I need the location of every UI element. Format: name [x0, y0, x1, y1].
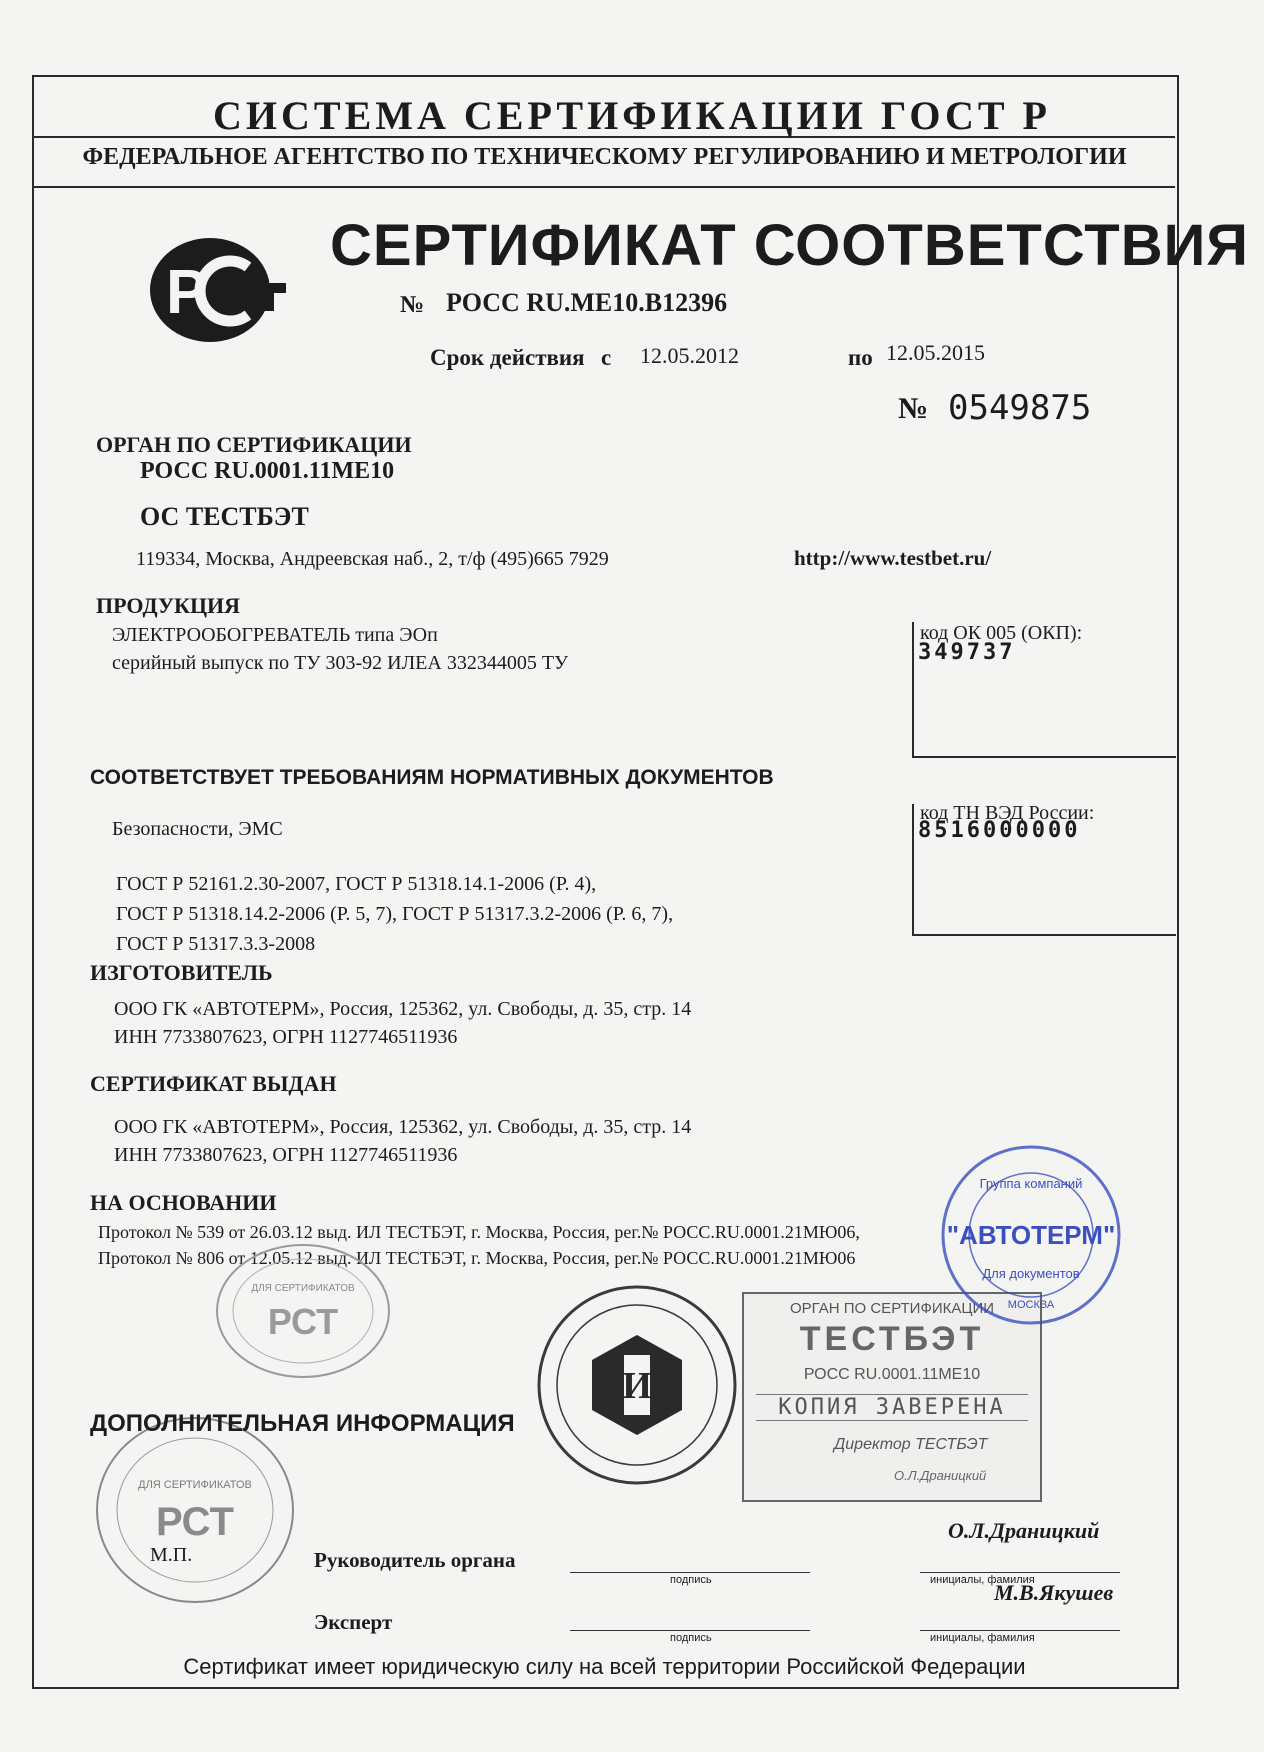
validity-to-label: по	[848, 345, 873, 370]
blank-number: 0549875	[948, 388, 1092, 428]
expert-label: Эксперт	[314, 1610, 393, 1634]
conformity-standards-3: ГОСТ Р 51317.3.3-2008	[116, 933, 316, 955]
organ-website: http://www.testbet.ru/	[794, 546, 992, 570]
stamp-text: ОРГАН ПО СЕРТИФИКАЦИИ	[789, 1300, 995, 1317]
expert-signature-line	[570, 1630, 810, 1631]
validity-label: Срок действия	[430, 345, 585, 370]
conformity-standards-2: ГОСТ Р 51318.14.2-2006 (Р. 5, 7), ГОСТ Р 51317.3.2-2006 (Р. 6, 7),	[116, 903, 674, 925]
avtoterm-round-stamp-icon	[936, 1140, 1126, 1330]
agency-name: ФЕДЕРАЛЬНОЕ АГЕНТСТВО ПО ТЕХНИЧЕСКОМУ РЕГУЛИРОВАНИЮ И МЕТРОЛОГИИ	[82, 144, 1127, 170]
number-label: №	[400, 292, 425, 318]
footer-legal-note: Сертификат имеет юридическую силу на всей территории Российской Федерации	[183, 1654, 1026, 1679]
stamp-text: РСТ	[267, 1301, 339, 1342]
certificate-number: РОСС RU.МЕ10.В12396	[446, 288, 728, 317]
okp-code: 349737	[918, 640, 1016, 665]
basis-protocol-1: Протокол № 539 от 26.03.12 выд. ИЛ ТЕСТБЭТ, г. Москва, Россия, рег.№ РОСС.RU.0001.21МЮ06,	[98, 1222, 860, 1242]
pct-logo-icon	[148, 235, 288, 345]
organ-address: 119334, Москва, Андреевская наб., 2, т/ф (495)665 7929	[136, 548, 609, 570]
conformity-standards-1: ГОСТ Р 52161.2.30-2007, ГОСТ Р 51318.14.1-2006 (Р. 4),	[116, 873, 597, 895]
issued-to-heading: СЕРТИФИКАТ ВЫДАН	[90, 1071, 337, 1096]
institute-round-stamp-icon	[532, 1280, 742, 1490]
head-signature-line	[570, 1572, 810, 1573]
stamp-text: Для документов	[982, 1266, 1080, 1281]
issued-to-line-1: ООО ГК «АВТОТЕРМ», Россия, 125362, ул. Свободы, д. 35, стр. 14	[114, 1116, 692, 1138]
system-title: СИСТЕМА СЕРТИФИКАЦИИ ГОСТ Р	[213, 93, 1051, 138]
stamp-text: МОСКВА	[1007, 1299, 1055, 1311]
head-name: О.Л.Драницкий	[948, 1518, 1100, 1543]
organ-code: РОСС RU.0001.11МЕ10	[140, 458, 395, 484]
valid-to-date: 12.05.2015	[886, 340, 985, 365]
product-heading: ПРОДУКЦИЯ	[96, 593, 241, 618]
svg-text:И: И	[622, 1365, 652, 1407]
conformity-scope: Безопасности, ЭМС	[112, 818, 283, 840]
initials-caption: инициалы, фамилия	[930, 1574, 1035, 1586]
stamp-text: ДЛЯ СЕРТИФИКАТОВ	[251, 1283, 355, 1294]
conformity-heading: СООТВЕТСТВУЕТ ТРЕБОВАНИЯМ НОРМАТИВНЫХ ДОКУМЕНТОВ	[90, 766, 774, 789]
stamp-text: "АВТОТЕРМ"	[946, 1220, 1116, 1250]
manufacturer-heading: ИЗГОТОВИТЕЛЬ	[90, 960, 273, 985]
initials-caption: инициалы, фамилия	[930, 1632, 1035, 1644]
signature-caption: подпись	[670, 1632, 712, 1644]
manufacturer-line-2: ИНН 7733807623, ОГРН 1127746511936	[114, 1026, 458, 1048]
head-of-organ-label: Руководитель органа	[314, 1548, 516, 1572]
svg-text:Р: Р	[166, 258, 208, 327]
expert-name-line	[920, 1630, 1120, 1631]
product-line-2: серийный выпуск по ТУ 303-92 ИЛЕА 332344005 ТУ	[112, 652, 569, 674]
stamp-text: ТЕСТБЭТ	[799, 1320, 985, 1358]
product-line-1: ЭЛЕКТРООБОГРЕВАТЕЛЬ типа ЭОп	[112, 624, 438, 646]
signature-caption: подпись	[670, 1574, 712, 1586]
basis-protocol-2: Протокол № 806 от 12.05.12 выд. ИЛ ТЕСТБЭТ, г. Москва, Россия, рег.№ РОСС.RU.0001.21МЮ06	[98, 1248, 856, 1268]
issued-to-line-2: ИНН 7733807623, ОГРН 1127746511936	[114, 1144, 458, 1166]
tnved-code: 8516000000	[918, 818, 1081, 843]
header-divider	[34, 186, 1175, 188]
organ-name: ОС ТЕСТБЭТ	[140, 502, 309, 531]
pct-round-stamp-icon	[208, 1236, 398, 1386]
stamp-text: Группа компаний	[979, 1176, 1083, 1191]
head-name-line	[920, 1572, 1120, 1573]
stamp-text: РОСС RU.0001.11МЕ10	[803, 1366, 981, 1383]
seal-label: М.П.	[150, 1544, 193, 1566]
tnved-label: код ТН ВЭД России:	[920, 802, 1095, 824]
certificate-title: СЕРТИФИКАТ СООТВЕТСТВИЯ	[330, 213, 1249, 278]
stamp-text: О.Л.Драницкий	[894, 1468, 987, 1483]
basis-heading: НА ОСНОВАНИИ	[90, 1190, 277, 1215]
blank-number-label: №	[898, 392, 929, 425]
valid-from-date: 12.05.2012	[640, 343, 739, 368]
expert-name: М.В.Якушев	[994, 1580, 1114, 1605]
stamp-text: КОПИЯ ЗАВЕРЕНА	[756, 1394, 1028, 1421]
organ-heading: ОРГАН ПО СЕРТИФИКАЦИИ	[96, 432, 412, 457]
stamp-text: ДЛЯ СЕРТИФИКАТОВ	[138, 1479, 252, 1491]
additional-info-heading: ДОПОЛНИТЕЛЬНАЯ ИНФОРМАЦИЯ	[90, 1410, 515, 1437]
stamp-text: РСТ	[155, 1500, 235, 1544]
validity-from-label: с	[601, 345, 612, 370]
manufacturer-line-1: ООО ГК «АВТОТЕРМ», Россия, 125362, ул. Свободы, д. 35, стр. 14	[114, 998, 692, 1020]
pct-round-stamp-icon	[90, 1410, 300, 1610]
stamp-text: Директор ТЕСТБЭТ	[834, 1436, 988, 1453]
okp-label: код ОК 005 (ОКП):	[920, 622, 1083, 644]
